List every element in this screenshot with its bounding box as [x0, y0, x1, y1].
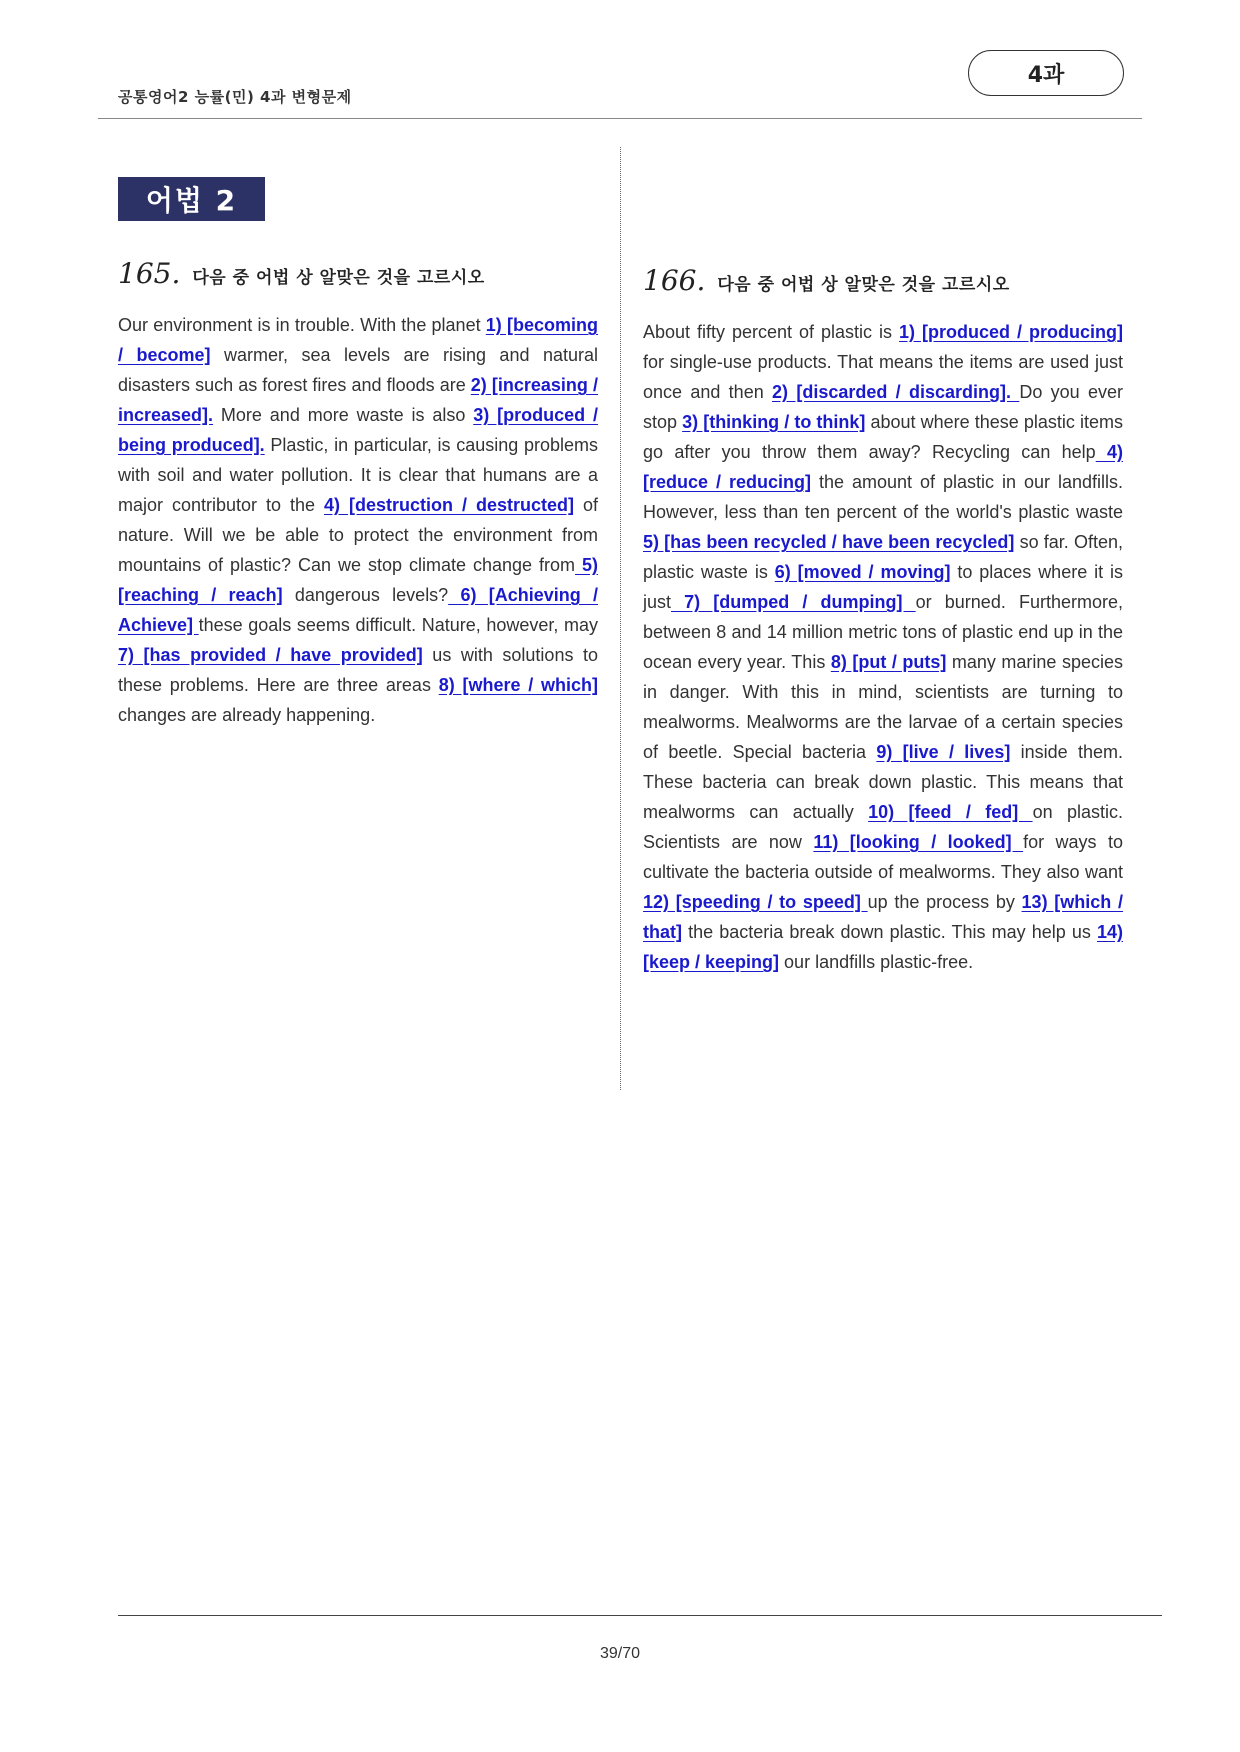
lesson-badge: 4과 [968, 50, 1124, 96]
answer-choice-blank: 7) [dumped / dumping] [671, 592, 916, 612]
answer-choice-blank: 4) [reduce / reducing] [643, 442, 1124, 492]
passage-text: about where these plastic items go after you throw them away? Recycling can help [643, 412, 1123, 462]
page-number: 39/70 [599, 1645, 641, 1662]
answer-choice-blank: 6) [Achieving / Achieve] [118, 585, 599, 635]
answer-choice-blank: 1) [produced / producing] [899, 322, 1123, 342]
question-number: 166. [643, 264, 706, 297]
question-165 [118, 257, 598, 730]
passage-text: us with solutions to these problems. Here are three areas [118, 645, 599, 695]
question-instruction: 다음 중 어법 상 알맞은 것을 고르시오 [717, 275, 1010, 295]
passage-text: the amount of plastic in our landfills. However, less than ten percent of the world's plastic waste [643, 472, 1124, 522]
passage-text: About fifty percent of plastic is [643, 322, 900, 342]
answer-choice-blank: 12) [speeding / to speed] [643, 892, 868, 912]
answer-choice-blank: 9) [live / lives] [876, 742, 1011, 762]
answer-choice-blank: 3) [produced / being produced]. [118, 405, 598, 455]
answer-choice-blank: 14) [keep / keeping] [643, 922, 1123, 972]
answer-choice-blank: 1) [becoming / become] [118, 315, 598, 365]
passage-text: Our environment is in trouble. With the planet [118, 315, 486, 335]
section-badge: 어법 2 [118, 177, 265, 221]
passage-text: dangerous levels? [282, 585, 449, 605]
question-number: 165. [118, 257, 181, 290]
passage-text: for single-use products. That means the items are used just once and then [643, 352, 1123, 402]
footer-rule [118, 1615, 1162, 1616]
question-passage [118, 310, 598, 730]
passage-text: to places where it is just [643, 562, 1124, 612]
passage-text: More and more waste is also [213, 405, 474, 425]
answer-choice-blank: 3) [thinking / to think] [682, 412, 866, 432]
passage-text: so far. Often, plastic waste is [643, 532, 1123, 582]
answer-choice-blank: 10) [feed / fed] [868, 802, 1033, 822]
answer-choice-blank: 5) [reaching / reach] [118, 555, 598, 605]
column-divider [620, 147, 621, 1090]
question-header [118, 257, 598, 290]
answer-choice-blank: 13) [which / that] [643, 892, 1123, 942]
passage-text: changes are already happening. [118, 705, 376, 725]
question-header [643, 264, 1123, 297]
header-rule [98, 118, 1142, 119]
passage-text: Plastic, in particular, is causing problems with soil and water pollution. It is clear that humans are a major contributor to the [118, 435, 598, 515]
header-title: 공통영어2 능률(민) 4과 변형문제 [118, 88, 352, 106]
passage-text: of nature. Will we be able to protect the environment from mountains of plastic? Can we stop climate change from [118, 495, 599, 575]
passage-text: for ways to cultivate the bacteria outside of mealworms. They also want [643, 832, 1123, 882]
question-passage [643, 317, 1123, 977]
answer-choice-blank: 4) [destruction / destructed] [324, 495, 575, 515]
passage-text: Do you ever stop [643, 382, 1123, 432]
question-166 [643, 264, 1123, 977]
answer-choice-blank: 11) [looking / looked] [813, 832, 1024, 852]
answer-choice-blank: 6) [moved / moving] [774, 562, 951, 582]
passage-text: on plastic. Scientists are now [643, 802, 1123, 852]
passage-text: the bacteria break down plastic. This may help us [682, 922, 1097, 942]
answer-choice-blank: 2) [discarded / discarding]. [772, 382, 1020, 402]
answer-choice-blank: 8) [where / which] [438, 675, 598, 695]
answer-choice-blank: 5) [has been recycled / have been recycled] [643, 532, 1015, 552]
answer-choice-blank: 8) [put / puts] [830, 652, 947, 672]
answer-choice-blank: 2) [increasing / increased]. [118, 375, 598, 425]
passage-text: up the process by [867, 892, 1022, 912]
passage-text: our landfills plastic-free. [779, 952, 974, 972]
answer-choice-blank: 7) [has provided / have provided] [118, 645, 423, 665]
passage-text: or burned. Furthermore, between 8 and 14 million metric tons of plastic end up in the ocean every year. This [643, 592, 1123, 672]
passage-text: many marine species in danger. With this in mind, scientists are turning to mealworms. Mealworms are the larvae of a certain species of beetle. Special bacteria [643, 652, 1123, 762]
passage-text: warmer, sea levels are rising and natural disasters such as forest fires and floods are [118, 345, 598, 395]
question-instruction: 다음 중 어법 상 알맞은 것을 고르시오 [192, 268, 485, 288]
passage-text: inside them. These bacteria can break down plastic. This means that mealworms can actually [643, 742, 1123, 822]
passage-text: these goals seems difficult. Nature, however, may [198, 615, 598, 635]
